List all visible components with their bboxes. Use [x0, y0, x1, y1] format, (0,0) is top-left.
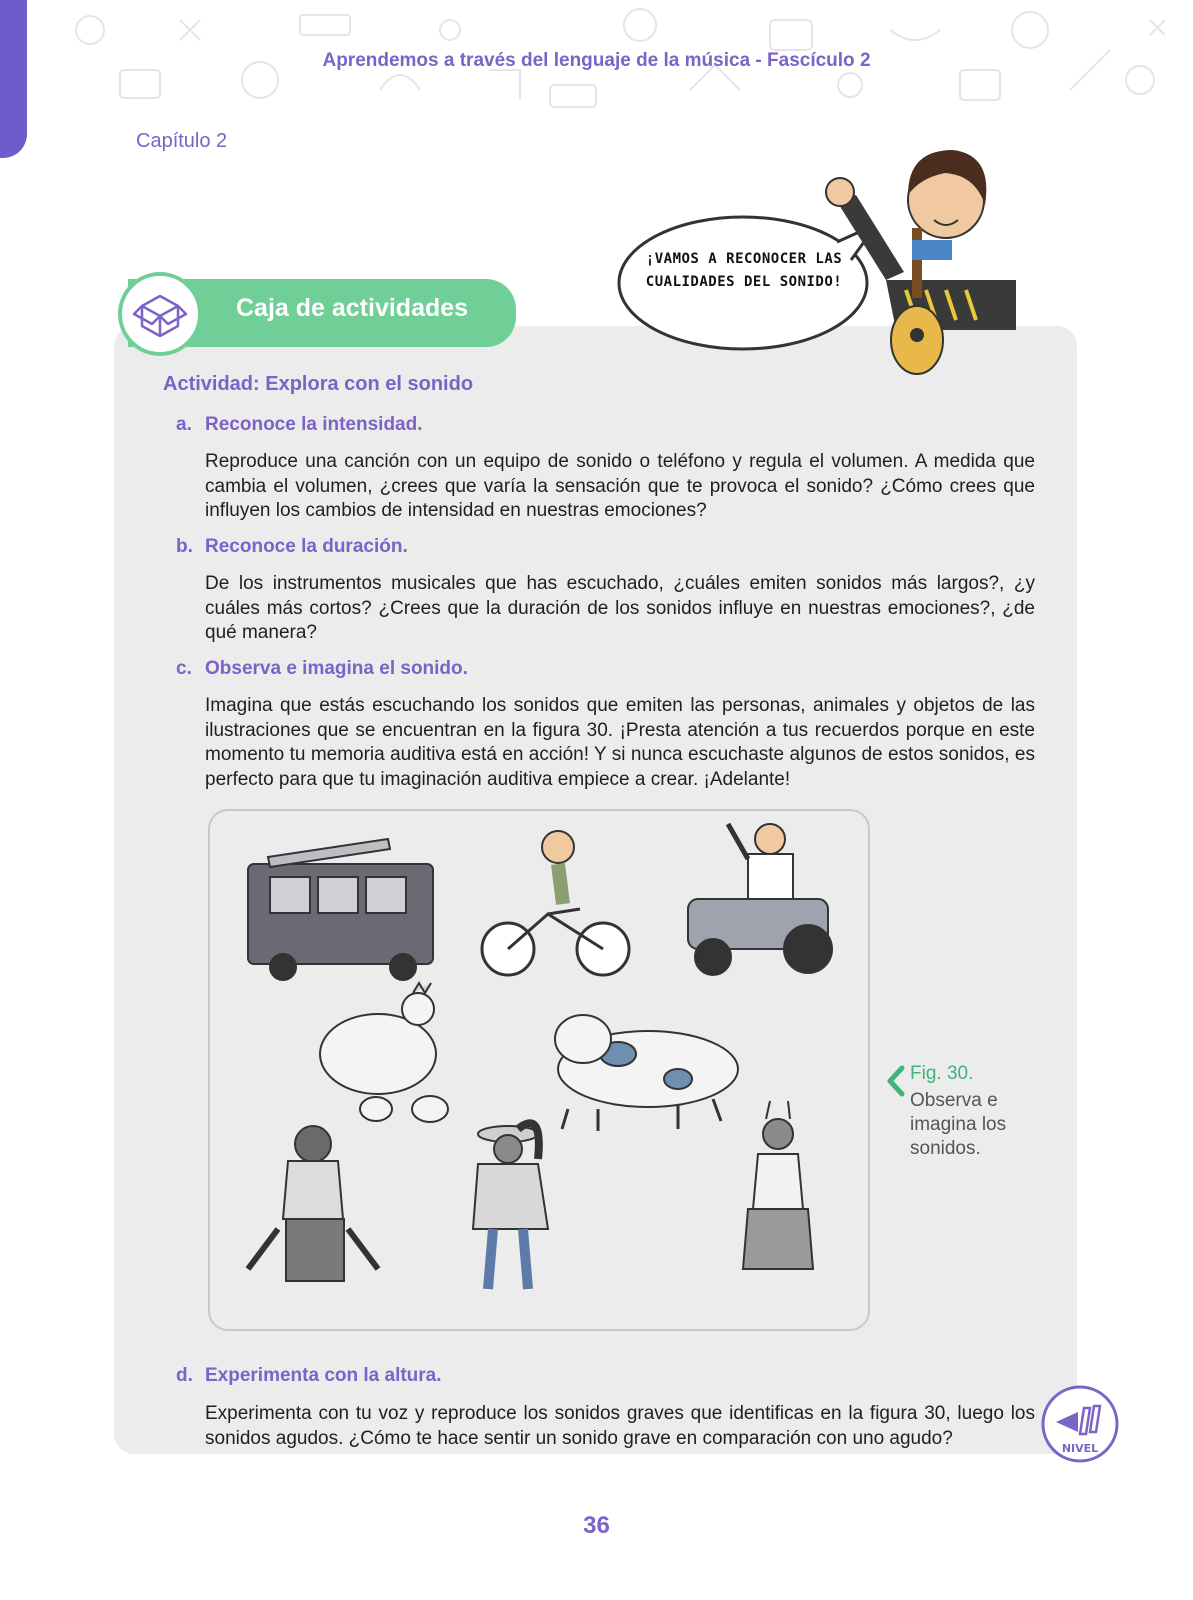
nivel-stamp-text: NIVEL: [1061, 1442, 1099, 1455]
boy-on-bicycle-illustration: [482, 831, 629, 975]
item-c-letter: c.: [176, 658, 192, 679]
child-with-guitar-illustration: [816, 140, 1016, 390]
item-b-title: Reconoce la duración.: [205, 536, 408, 557]
box-3d-icon: [122, 276, 198, 352]
nivel-stamp-icon: [1038, 1382, 1122, 1466]
page-number: 36: [583, 1512, 610, 1539]
item-a-body: Reproduce una canción con un equipo de sonido o teléfono y regula el volumen. A medida que cambia el volumen, ¿crees que varía la sensación que te provoca el sonido? ¿Cómo crees que influyen los cambios de intensidad en nuestras emociones?: [205, 451, 1035, 521]
rooster-and-chicks-illustration: [320, 983, 448, 1122]
item-a-letter: a.: [176, 414, 192, 435]
chevron-left-icon: [884, 1064, 906, 1098]
speech-text: ¡VAMOS A RECONOCER LAS CUALIDADES DEL SONIDO!: [645, 251, 843, 290]
activity-title: Actividad: Explora con el sonido: [163, 373, 474, 395]
figure-caption: Observa e imagina los sonidos.: [910, 1090, 1007, 1159]
horn-player-illustration: [473, 1123, 548, 1289]
box-icon-circle: [118, 272, 202, 356]
item-a-title: Reconoce la intensidad.: [205, 414, 423, 435]
item-c-body: Imagina que estás escuchando los sonidos que emiten las personas, animales y objetos de las ilustraciones que se encuentran en la figura 30. ¡Presta atención a tus recuerdos porque en este momento tu memoria auditiva está en acción! Y si nunca escuchaste algunos de estos sonidos, es perfecto para que tu imaginación auditiva empiece a crear. ¡Adelante!: [205, 695, 1035, 790]
left-edge-tab: [0, 0, 27, 158]
man-on-tractor-illustration: [688, 824, 832, 975]
panflute-player-illustration: [743, 1101, 813, 1269]
cajon-player-illustration: [248, 1126, 378, 1281]
running-title: Aprendemos a través del lenguaje de la música - Fascículo 2: [322, 50, 871, 71]
item-b-letter: b.: [176, 536, 193, 557]
box-title: Caja de actividades: [236, 294, 469, 322]
chapter-label: Capítulo 2: [136, 130, 228, 152]
fire-truck-illustration: [248, 839, 433, 980]
item-c-title: Observa e imagina el sonido.: [205, 658, 468, 679]
item-d-letter: d.: [176, 1365, 193, 1386]
figure-30-illustrations: [208, 809, 870, 1331]
item-d-body: Experimenta con tu voz y reproduce los sonidos graves que identificas en la figura 30, luego los sonidos agudos. ¿Cómo te hace sentir un sonido grave en comparación con uno agudo?: [205, 1403, 1035, 1449]
item-d-title: Experimenta con la altura.: [205, 1365, 442, 1386]
figure-number: Fig. 30.: [910, 1063, 974, 1084]
item-b-body: De los instrumentos musicales que has escuchado, ¿cuáles emiten sonidos más largos?, ¿y cuáles más cortos? ¿Crees que la duración de los sonidos influye en nuestras emociones?, ¿de qué manera?: [205, 573, 1035, 643]
cow-illustration: [555, 1015, 738, 1131]
